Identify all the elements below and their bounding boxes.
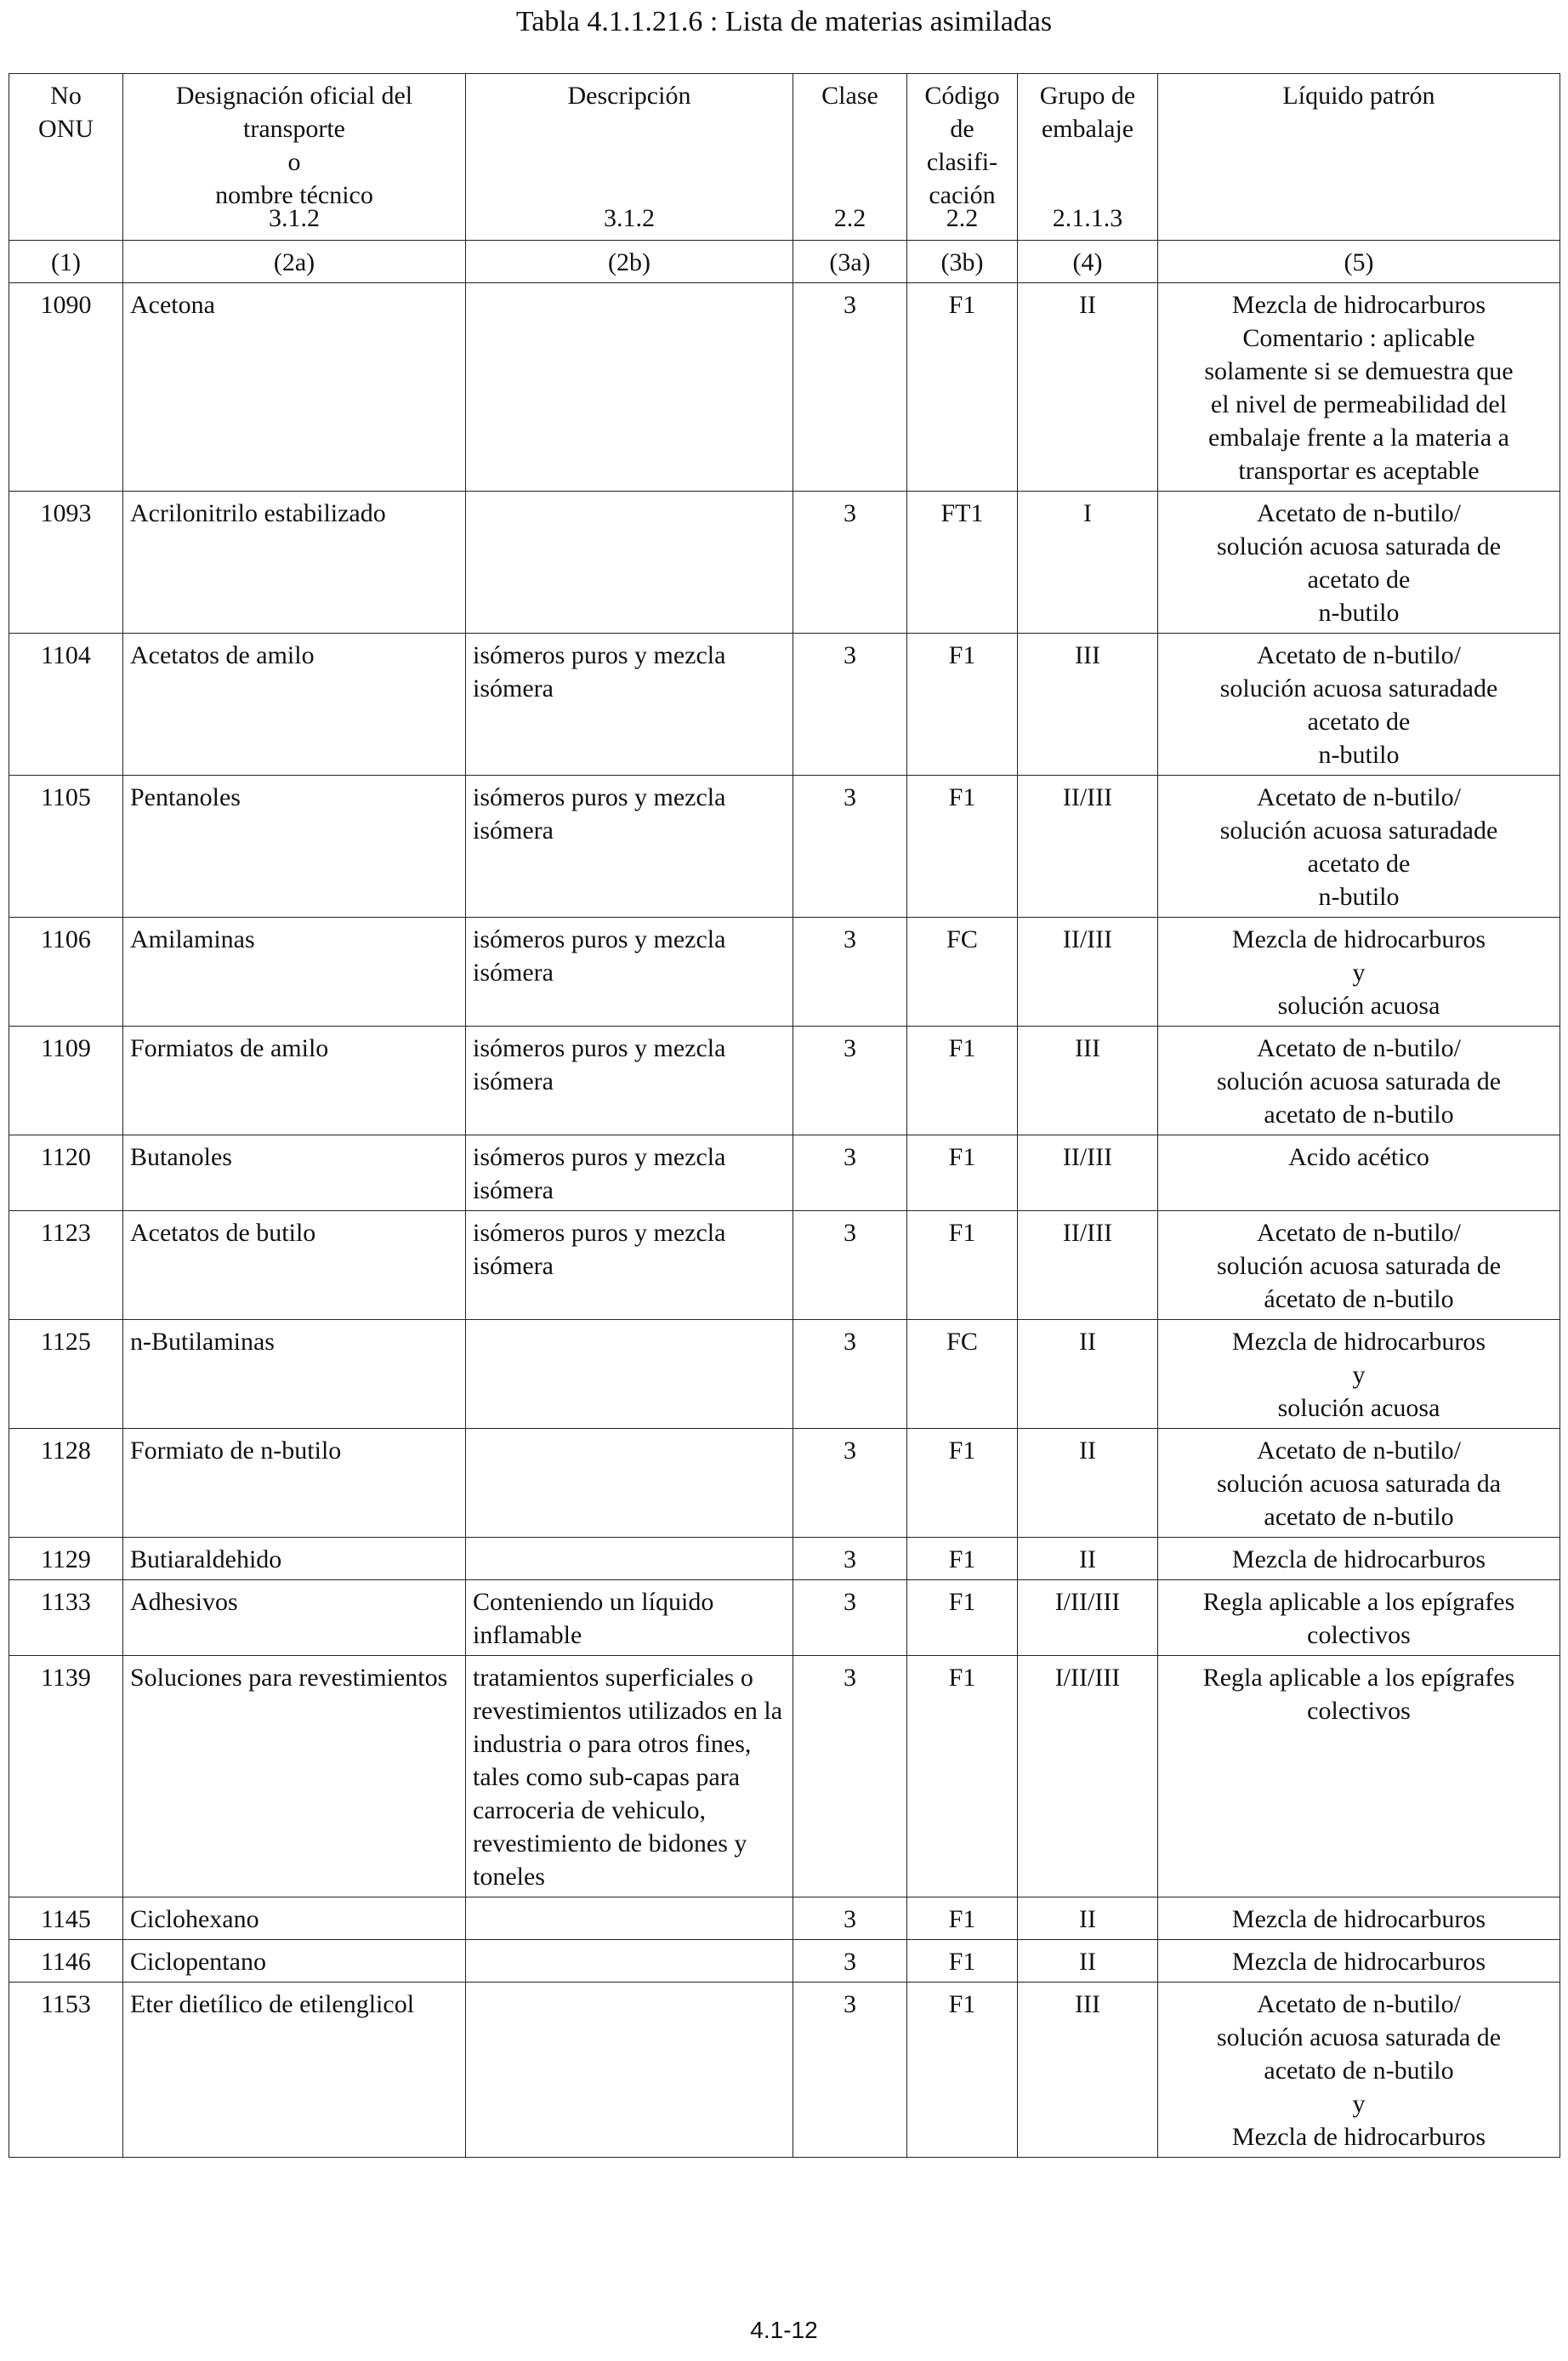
cell-grupo: II bbox=[1018, 1538, 1158, 1580]
cell-codigo: F1 bbox=[907, 283, 1018, 492]
cell-onu: 1106 bbox=[9, 918, 123, 1027]
cell-liquido: Acetato de n-butilo/ solución acuosa saturada de acetato de n-butilo bbox=[1158, 492, 1560, 634]
cell-description: isómeros puros y mezcla isómera bbox=[466, 918, 793, 1027]
header-desc-ref: 3.1.2 bbox=[604, 204, 655, 232]
cell-clase: 3 bbox=[793, 1320, 907, 1429]
cell-codigo: F1 bbox=[907, 776, 1018, 918]
column-number: (3b) bbox=[907, 241, 1018, 283]
cell-clase: 3 bbox=[793, 1538, 907, 1580]
cell-onu: 1104 bbox=[9, 634, 123, 776]
table-title: Tabla 4.1.1.21.6 : Lista de materias asimiladas bbox=[515, 6, 1053, 37]
cell-clase: 3 bbox=[793, 918, 907, 1027]
cell-onu: 1145 bbox=[9, 1897, 123, 1940]
table-row bbox=[9, 1320, 1560, 1429]
cell-onu: 1090 bbox=[9, 283, 123, 492]
cell-liquido: Mezcla de hidrocarburos bbox=[1158, 1538, 1560, 1580]
cell-name: Acetatos de butilo bbox=[123, 1211, 466, 1320]
cell-liquido: Acetato de n-butilo/ solución acuosa saturada de ácetato de n-butilo bbox=[1158, 1211, 1560, 1320]
cell-grupo: I/II/III bbox=[1018, 1656, 1158, 1897]
cell-description: isómeros puros y mezcla isómera bbox=[466, 1135, 793, 1211]
table-row bbox=[9, 1538, 1560, 1580]
cell-liquido: Mezcla de hidrocarburos Comentario : aplicable solamente si se demuestra que el nivel de permeabilidad del embalaje frente a la materia a transportar es aceptable bbox=[1158, 283, 1560, 492]
cell-clase: 3 bbox=[793, 1135, 907, 1211]
cell-codigo: F1 bbox=[907, 1983, 1018, 2158]
cell-codigo: F1 bbox=[907, 634, 1018, 776]
cell-liquido: Acetato de n-butilo/ solución acuosa saturadade acetato de n-butilo bbox=[1158, 776, 1560, 918]
cell-clase: 3 bbox=[793, 1211, 907, 1320]
header-clase: Clase 2.2 bbox=[793, 74, 907, 241]
cell-codigo: FT1 bbox=[907, 492, 1018, 634]
cell-liquido: Regla aplicable a los epígrafes colectivos bbox=[1158, 1656, 1560, 1897]
header-desc: Descripción 3.1.2 bbox=[466, 74, 793, 241]
cell-codigo: F1 bbox=[907, 1135, 1018, 1211]
cell-codigo: F1 bbox=[907, 1940, 1018, 1983]
table-row bbox=[9, 1897, 1560, 1940]
cell-name: Butiaraldehido bbox=[123, 1538, 466, 1580]
column-number: (2b) bbox=[466, 241, 793, 283]
cell-onu: 1123 bbox=[9, 1211, 123, 1320]
cell-description: isómeros puros y mezcla isómera bbox=[466, 634, 793, 776]
cell-description bbox=[466, 1983, 793, 2158]
table-row bbox=[9, 1429, 1560, 1538]
cell-codigo: F1 bbox=[907, 1580, 1018, 1656]
table-row bbox=[9, 1983, 1560, 2158]
cell-clase: 3 bbox=[793, 1580, 907, 1656]
cell-description: Conteniendo un líquido inflamable bbox=[466, 1580, 793, 1656]
table-row bbox=[9, 492, 1560, 634]
header-row bbox=[9, 74, 1560, 241]
cell-codigo: FC bbox=[907, 1320, 1018, 1429]
header-grupo: Grupo de embalaje 2.1.1.3 bbox=[1018, 74, 1158, 241]
cell-grupo: II/III bbox=[1018, 1211, 1158, 1320]
cell-liquido: Mezcla de hidrocarburos y solución acuosa bbox=[1158, 918, 1560, 1027]
header-name-ref: 3.1.2 bbox=[269, 204, 320, 232]
table-row bbox=[9, 1135, 1560, 1211]
cell-onu: 1133 bbox=[9, 1580, 123, 1656]
table-row bbox=[9, 918, 1560, 1027]
cell-onu: 1128 bbox=[9, 1429, 123, 1538]
header-codigo: Código de clasifi- cación 2.2 bbox=[907, 74, 1018, 241]
cell-grupo: III bbox=[1018, 634, 1158, 776]
cell-codigo: F1 bbox=[907, 1429, 1018, 1538]
cell-clase: 3 bbox=[793, 283, 907, 492]
cell-grupo: III bbox=[1018, 1027, 1158, 1135]
column-number-row bbox=[9, 241, 1560, 283]
cell-description: isómeros puros y mezcla isómera bbox=[466, 776, 793, 918]
cell-liquido: Acetato de n-butilo/ solución acuosa saturada de acetato de n-butilo bbox=[1158, 1027, 1560, 1135]
table-row bbox=[9, 1027, 1560, 1135]
cell-grupo: II bbox=[1018, 1940, 1158, 1983]
column-number: (4) bbox=[1018, 241, 1158, 283]
header-grupo-ref: 2.1.1.3 bbox=[1052, 204, 1123, 232]
table-row bbox=[9, 634, 1560, 776]
cell-name: Formiatos de amilo bbox=[123, 1027, 466, 1135]
cell-description: isómeros puros y mezcla isómera bbox=[466, 1211, 793, 1320]
cell-onu: 1109 bbox=[9, 1027, 123, 1135]
cell-liquido: Mezcla de hidrocarburos y solución acuosa bbox=[1158, 1320, 1560, 1429]
table-row bbox=[9, 776, 1560, 918]
cell-description bbox=[466, 1940, 793, 1983]
cell-clase: 3 bbox=[793, 492, 907, 634]
cell-clase: 3 bbox=[793, 1027, 907, 1135]
table-row bbox=[9, 283, 1560, 492]
cell-grupo: II bbox=[1018, 1897, 1158, 1940]
header-onu: No ONU bbox=[9, 74, 123, 241]
cell-grupo: II bbox=[1018, 283, 1158, 492]
cell-liquido: Mezcla de hidrocarburos bbox=[1158, 1940, 1560, 1983]
cell-clase: 3 bbox=[793, 1983, 907, 2158]
cell-grupo: I bbox=[1018, 492, 1158, 634]
cell-onu: 1125 bbox=[9, 1320, 123, 1429]
cell-description: isómeros puros y mezcla isómera bbox=[466, 1027, 793, 1135]
cell-clase: 3 bbox=[793, 1656, 907, 1897]
cell-onu: 1139 bbox=[9, 1656, 123, 1897]
cell-codigo: FC bbox=[907, 918, 1018, 1027]
cell-liquido: Acetato de n-butilo/ solución acuosa saturada de acetato de n-butilo y Mezcla de hidrocarburos bbox=[1158, 1983, 1560, 2158]
cell-clase: 3 bbox=[793, 776, 907, 918]
column-number: (1) bbox=[9, 241, 123, 283]
column-number: (2a) bbox=[123, 241, 466, 283]
cell-grupo: III bbox=[1018, 1983, 1158, 2158]
cell-grupo: I/II/III bbox=[1018, 1580, 1158, 1656]
cell-name: Acetatos de amilo bbox=[123, 634, 466, 776]
cell-clase: 3 bbox=[793, 1897, 907, 1940]
cell-name: Eter dietílico de etilenglicol bbox=[123, 1983, 466, 2158]
cell-description bbox=[466, 1320, 793, 1429]
cell-description bbox=[466, 283, 793, 492]
cell-clase: 3 bbox=[793, 1429, 907, 1538]
cell-onu: 1153 bbox=[9, 1983, 123, 2158]
cell-name: Soluciones para revestimientos bbox=[123, 1656, 466, 1897]
cell-grupo: II bbox=[1018, 1320, 1158, 1429]
table-row bbox=[9, 1580, 1560, 1656]
cell-description: tratamientos superficiales o revestimientos utilizados en la industria o para otros fines, tales como sub-capas para carroceria de vehiculo, revestimiento de bidones y toneles bbox=[466, 1656, 793, 1897]
cell-liquido: Regla aplicable a los epígrafes colectivos bbox=[1158, 1580, 1560, 1656]
cell-grupo: II/III bbox=[1018, 776, 1158, 918]
cell-name: Ciclohexano bbox=[123, 1897, 466, 1940]
table-row bbox=[9, 1211, 1560, 1320]
table-row bbox=[9, 1940, 1560, 1983]
materials-table bbox=[9, 73, 1560, 2158]
cell-name: Adhesivos bbox=[123, 1580, 466, 1656]
cell-name: Pentanoles bbox=[123, 776, 466, 918]
column-number: (3a) bbox=[793, 241, 907, 283]
header-clase-ref: 2.2 bbox=[833, 204, 866, 232]
cell-onu: 1105 bbox=[9, 776, 123, 918]
cell-description bbox=[466, 1538, 793, 1580]
cell-onu: 1146 bbox=[9, 1940, 123, 1983]
page-number: 4.1-12 bbox=[750, 2317, 818, 2343]
table-row bbox=[9, 1656, 1560, 1897]
cell-grupo: II bbox=[1018, 1429, 1158, 1538]
header-name: Designación oficial del transporte o nombre técnico 3.1.2 bbox=[123, 74, 466, 241]
cell-name: Amilaminas bbox=[123, 918, 466, 1027]
cell-onu: 1129 bbox=[9, 1538, 123, 1580]
cell-liquido: Acetato de n-butilo/ solución acuosa saturadade acetato de n-butilo bbox=[1158, 634, 1560, 776]
cell-name: Ciclopentano bbox=[123, 1940, 466, 1983]
cell-liquido: Acido acético bbox=[1158, 1135, 1560, 1211]
header-codigo-ref: 2.2 bbox=[946, 204, 979, 232]
cell-codigo: F1 bbox=[907, 1656, 1018, 1897]
cell-name: Butanoles bbox=[123, 1135, 466, 1211]
cell-codigo: F1 bbox=[907, 1211, 1018, 1320]
cell-description bbox=[466, 492, 793, 634]
cell-liquido: Acetato de n-butilo/ solución acuosa saturada da acetato de n-butilo bbox=[1158, 1429, 1560, 1538]
cell-codigo: F1 bbox=[907, 1538, 1018, 1580]
cell-name: Formiato de n-butilo bbox=[123, 1429, 466, 1538]
cell-clase: 3 bbox=[793, 634, 907, 776]
cell-onu: 1093 bbox=[9, 492, 123, 634]
cell-name: n-Butilaminas bbox=[123, 1320, 466, 1429]
cell-codigo: F1 bbox=[907, 1897, 1018, 1940]
column-number: (5) bbox=[1158, 241, 1560, 283]
cell-description bbox=[466, 1897, 793, 1940]
cell-name: Acetona bbox=[123, 283, 466, 492]
cell-clase: 3 bbox=[793, 1940, 907, 1983]
cell-grupo: II/III bbox=[1018, 918, 1158, 1027]
cell-name: Acrilonitrilo estabilizado bbox=[123, 492, 466, 634]
cell-onu: 1120 bbox=[9, 1135, 123, 1211]
cell-description bbox=[466, 1429, 793, 1538]
header-liquido: Líquido patrón bbox=[1158, 74, 1560, 241]
cell-grupo: II/III bbox=[1018, 1135, 1158, 1211]
cell-liquido: Mezcla de hidrocarburos bbox=[1158, 1897, 1560, 1940]
cell-codigo: F1 bbox=[907, 1027, 1018, 1135]
